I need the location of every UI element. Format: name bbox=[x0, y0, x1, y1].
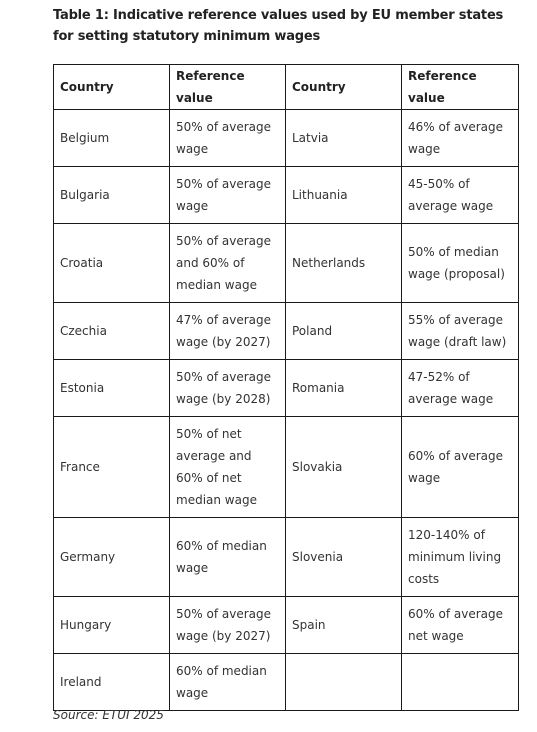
country-cell: Romania bbox=[286, 360, 402, 417]
country-cell: Poland bbox=[286, 303, 402, 360]
table-row bbox=[54, 654, 519, 711]
country-cell: Bulgaria bbox=[54, 167, 170, 224]
country-cell: Czechia bbox=[54, 303, 170, 360]
country-cell: Croatia bbox=[54, 224, 170, 303]
reference-value-cell: 50% of average and 60% of median wage bbox=[170, 224, 286, 303]
table-caption: Table 1: Indicative reference values used by EU member states for setting statutory minimum wages bbox=[53, 8, 504, 44]
country-cell: Hungary bbox=[54, 597, 170, 654]
country-cell: Netherlands bbox=[286, 224, 402, 303]
country-cell: Latvia bbox=[286, 110, 402, 167]
table-row bbox=[54, 360, 519, 417]
country-cell: Slovenia bbox=[286, 518, 402, 597]
reference-value-cell: 50% of average wage bbox=[170, 167, 286, 224]
reference-value-cell: 60% of average net wage bbox=[402, 597, 519, 654]
reference-value-cell: 50% of net average and 60% of net median wage bbox=[170, 417, 286, 518]
reference-value-cell: 50% of average wage (by 2028) bbox=[170, 360, 286, 417]
reference-value-cell: 50% of median wage (proposal) bbox=[402, 224, 519, 303]
reference-value-cell: 60% of median wage bbox=[170, 518, 286, 597]
country-cell bbox=[286, 654, 402, 711]
country-cell: Spain bbox=[286, 597, 402, 654]
table-row bbox=[54, 167, 519, 224]
reference-value-cell: 46% of average wage bbox=[402, 110, 519, 167]
source-note: Source: ETUI 2025 bbox=[53, 708, 164, 722]
reference-value-cell: 47% of average wage (by 2027) bbox=[170, 303, 286, 360]
table-row bbox=[54, 303, 519, 360]
reference-value-cell: 50% of average wage bbox=[170, 110, 286, 167]
header-country-left: Country bbox=[54, 65, 170, 110]
table-row bbox=[54, 224, 519, 303]
table-row bbox=[54, 417, 519, 518]
reference-values-table bbox=[53, 64, 519, 711]
reference-value-cell: 60% of average wage bbox=[402, 417, 519, 518]
reference-value-cell: 55% of average wage (draft law) bbox=[402, 303, 519, 360]
country-cell: France bbox=[54, 417, 170, 518]
reference-value-cell: 60% of median wage bbox=[170, 654, 286, 711]
country-cell: Ireland bbox=[54, 654, 170, 711]
country-cell: Germany bbox=[54, 518, 170, 597]
table-row bbox=[54, 110, 519, 167]
reference-value-cell bbox=[402, 654, 519, 711]
country-cell: Slovakia bbox=[286, 417, 402, 518]
table-row bbox=[54, 518, 519, 597]
country-cell: Lithuania bbox=[286, 167, 402, 224]
reference-value-cell: 45-50% of average wage bbox=[402, 167, 519, 224]
reference-value-cell: 50% of average wage (by 2027) bbox=[170, 597, 286, 654]
reference-value-cell: 120-140% of minimum living costs bbox=[402, 518, 519, 597]
reference-value-cell: 47-52% of average wage bbox=[402, 360, 519, 417]
header-country-right: Country bbox=[286, 65, 402, 110]
table-header-row bbox=[54, 65, 519, 110]
country-cell: Estonia bbox=[54, 360, 170, 417]
country-cell: Belgium bbox=[54, 110, 170, 167]
header-reference-value-right: Reference value bbox=[402, 65, 519, 110]
table-row bbox=[54, 597, 519, 654]
header-reference-value-left: Reference value bbox=[170, 65, 286, 110]
